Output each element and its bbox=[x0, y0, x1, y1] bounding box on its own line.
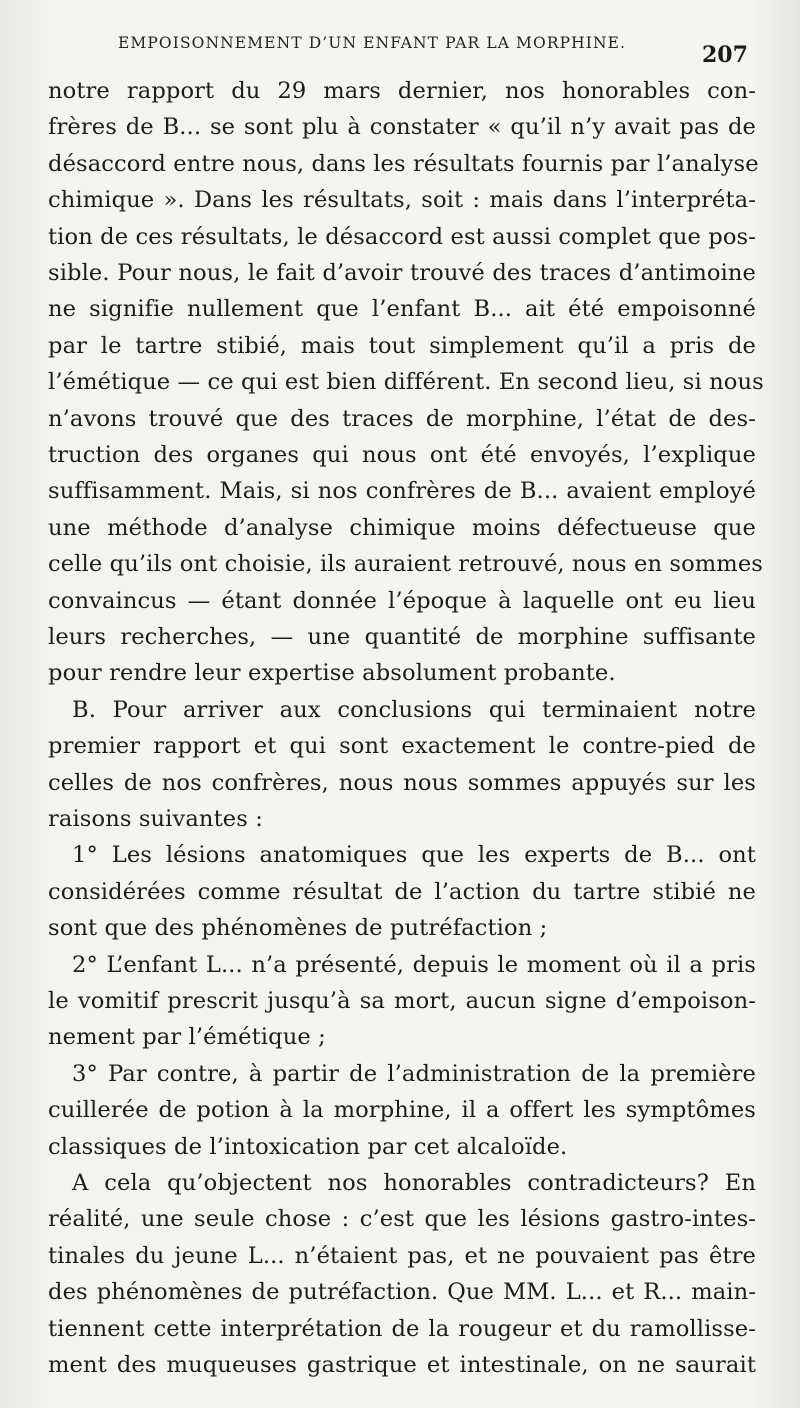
text-line: raisons suivantes : bbox=[48, 806, 263, 832]
text-line: convaincus — étant donnée l’époque à laquelle ont eu lieu bbox=[48, 587, 756, 614]
text-line: tion de ces résultats, le désaccord est aussi complet que pos- bbox=[48, 223, 756, 250]
text-line: B. Pour arriver aux conclusions qui terminaient notre bbox=[72, 696, 756, 723]
text-line: celles de nos confrères, nous nous sommes appuyés sur les bbox=[48, 769, 756, 796]
text-line: pour rendre leur expertise absolument probante. bbox=[48, 660, 616, 687]
text-line: par le tartre stibié, mais tout simplement qu’il a pris de bbox=[48, 332, 756, 359]
text-line: réalité, une seule chose : c’est que les lésions gastro-intes- bbox=[48, 1206, 756, 1233]
text-line: nement par l’émétique ; bbox=[48, 1024, 326, 1051]
text-line: celle qu’ils ont choisie, ils auraient retrouvé, nous en sommes bbox=[48, 551, 763, 578]
text-line: 1° Les lésions anatomiques que les experts de B... ont bbox=[72, 842, 756, 869]
text-line: sible. Pour nous, le fait d’avoir trouvé des traces d’antimoine bbox=[48, 260, 756, 286]
text-line: sont que des phénomènes de putréfaction ; bbox=[48, 915, 548, 942]
text-line: tiennent cette interprétation de la rougeur et du ramollisse- bbox=[48, 1315, 756, 1342]
text-line: ne signifie nullement que l’enfant B... ait été empoisonné bbox=[48, 296, 756, 323]
text-line: l’émétique — ce qui est bien différent. En second lieu, si nous bbox=[48, 369, 764, 396]
text-line: désaccord entre nous, dans les résultats fournis par l’analyse bbox=[48, 150, 759, 177]
text-line: A cela qu’objectent nos honorables contradicteurs? En bbox=[72, 1170, 756, 1196]
text-line: cuillerée de potion à la morphine, il a offert les symptômes bbox=[48, 1097, 756, 1124]
text-line: considérées comme résultat de l’action du tartre stibié ne bbox=[48, 878, 756, 905]
text-line: une méthode d’analyse chimique moins défectueuse que bbox=[48, 514, 756, 541]
text-line: premier rapport et qui sont exactement le contre-pied de bbox=[48, 733, 756, 760]
page-number: 207 bbox=[702, 42, 748, 68]
text-line: classiques de l’intoxication par cet alcaloïde. bbox=[48, 1133, 568, 1160]
text-line: ment des muqueuses gastrique et intestinale, on ne saurait bbox=[48, 1352, 756, 1378]
text-line: suffisamment. Mais, si nos confrères de B... avaient employé bbox=[48, 478, 756, 505]
text-line: des phénomènes de putréfaction. Que MM. L... et R... main- bbox=[48, 1279, 756, 1306]
text-line: 2° L’enfant L... n’a présenté, depuis le moment où il a pris bbox=[72, 951, 756, 978]
text-line: notre rapport du 29 mars dernier, nos honorables con- bbox=[48, 78, 756, 104]
running-header: EMPOISONNEMENT D’UN ENFANT PAR LA MORPHINE. bbox=[118, 34, 627, 52]
text-line: frères de B... se sont plu à constater « qu’il n’y avait pas de bbox=[48, 114, 756, 141]
text-line: le vomitif prescrit jusqu’à sa mort, aucun signe d’empoison- bbox=[48, 988, 756, 1014]
text-line: n’avons trouvé que des traces de morphine, l’état de des- bbox=[48, 405, 756, 432]
text-line: tinales du jeune L... n’étaient pas, et ne pouvaient pas être bbox=[48, 1242, 756, 1269]
text-line: chimique ». Dans les résultats, soit : mais dans l’interpréta- bbox=[48, 187, 756, 214]
text-line: truction des organes qui nous ont été envoyés, l’explique bbox=[48, 442, 756, 468]
text-line: 3° Par contre, à partir de l’administration de la première bbox=[72, 1060, 756, 1087]
text-line: leurs recherches, — une quantité de morphine suffisante bbox=[48, 624, 756, 650]
